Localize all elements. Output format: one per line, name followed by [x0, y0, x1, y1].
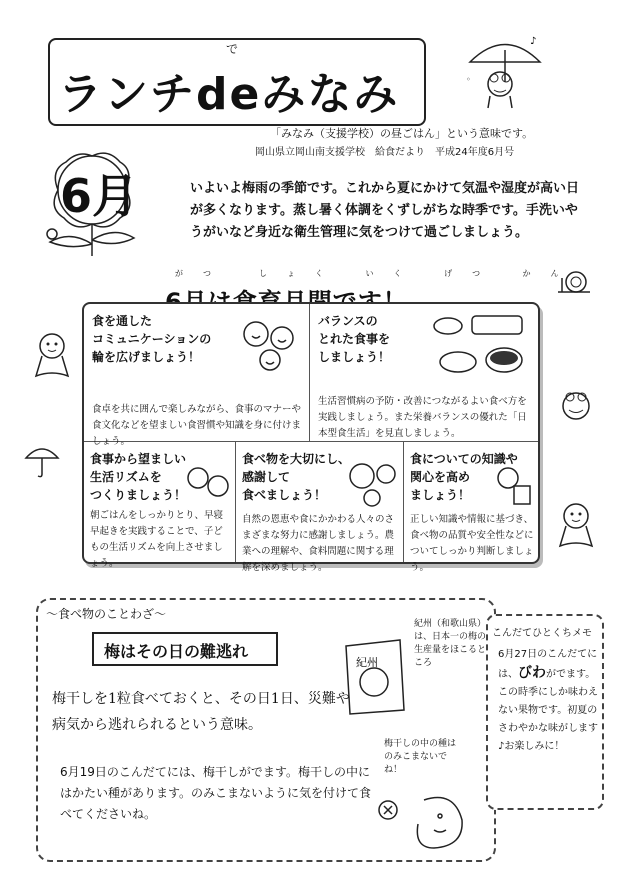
shokuiku-cell [84, 304, 310, 447]
snail-icon [556, 268, 592, 296]
proverb-text: 梅はその日の難逃れ [104, 642, 249, 661]
biwa-highlight: びわ [518, 665, 546, 681]
frog-with-umbrella-icon [460, 32, 550, 112]
school-issue-line: 岡山県立岡山南支援学校 給食だより 平成24年度6月号 [255, 147, 515, 158]
memo-title: こんだてひとくちメモ [492, 628, 592, 639]
frog-face-icon [558, 388, 594, 422]
cell-title: 食を通した コミュニケーションの 輪を広げましょう！ [92, 314, 212, 364]
newsletter-title: ランチdeみなみ [58, 69, 400, 120]
month-label: 6月 [60, 169, 139, 223]
proverb-menu-note: 6月19日のこんだてには、梅干しがでます。梅干しの中にはかたい種があります。のみこまないように気を付けて食べてくださいね。 [60, 765, 372, 821]
teru-teru-bozu-icon [556, 500, 596, 550]
cell-body: 正しい知識や情報に基づき、食べ物の品質や安全性などについてしっかり判断しましょう。 [410, 514, 534, 573]
japanese-meal-icon [428, 310, 532, 382]
shokuiku-cell [84, 442, 236, 569]
intro-paragraph: いよいよ梅雨の季節です。これから夏にかけて気温や湿度が高い日が多くなります。蒸し暑く体調をくずしがちな時季です。手洗いやうがいなど身近な衛生管理に気をつけて過ごしましょう。 [190, 181, 579, 240]
shokuiku-cell [310, 304, 538, 442]
proverb-explanation: 梅干しを1粒食べておくと、その日1日、災難や病気から逃れられるという意味。 [52, 691, 350, 733]
pack-label: 紀州 [356, 656, 378, 669]
shokuiku-cell [236, 442, 404, 573]
memo-line1: 6月27日のこんだてには、 [498, 649, 598, 680]
title-ruby: で [226, 42, 239, 56]
svg-text:◦: ◦ [466, 75, 471, 84]
shokuiku-panel [82, 302, 540, 573]
farm-plate-icon [344, 460, 400, 508]
cell-title: 食べ物を大切にし、 感謝して 食べましょう！ [242, 452, 351, 502]
proverb-heading: ～食べ物のことわざ～ [42, 605, 170, 622]
umbrella-icon [22, 440, 62, 480]
cell-title: 食についての知識や 関心を高め ましょう！ [410, 452, 518, 502]
child-face-icon [374, 790, 474, 850]
title-meaning: 「みなみ（支援学校）の昼ごはん」という意味です。 [270, 127, 534, 140]
child-reading-icon [492, 464, 534, 506]
cell-title: 食事から望ましい 生活リズムを つくりましょう！ [90, 452, 187, 502]
cell-title: バランスの とれた食事を しましょう！ [318, 314, 391, 364]
kishu-note: 紀州（和歌山県）は、日本一の梅の生産量をほこるところ [414, 619, 487, 668]
headline-ruby: がつ しょく いく げつ かん [175, 269, 579, 278]
svg-text:♪: ♪ [530, 36, 537, 47]
cell-body: 生活習慣病の予防・改善につながるよい食べ方を実践しましょう。また栄養バランスの優れた「日本型食生活」を見直しましょう。 [318, 396, 527, 439]
family-icon [234, 314, 304, 384]
shokuiku-cell [404, 442, 538, 573]
teru-teru-bozu-icon [32, 330, 72, 380]
cell-body: 朝ごはんをしっかりとり、早寝早起きを実践することで、子どもの生活リズムを向上させましょう。 [90, 510, 224, 569]
seed-warning-bubble: 梅干しの中の種はのみこまないでね！ [384, 739, 457, 775]
memo-text [498, 646, 602, 756]
cell-body: 自然の恩恵や食にかかわる人々のさまざまな努力に感謝しましょう。農業への理解や、食料問題に関する理解を深めましょう。 [242, 514, 395, 573]
cell-body: 食卓を共に囲んで楽しみながら、食事のマナーや食文化などを望ましい食習慣や知識を身に付けましょう。 [92, 404, 302, 447]
memo-line2: がでます。この時季にしか味わえない果物です。初夏のさわやかな味がします♪お楽しみに！ [498, 669, 598, 752]
children-icon [184, 464, 232, 504]
umeboshi-package-icon [340, 636, 410, 716]
